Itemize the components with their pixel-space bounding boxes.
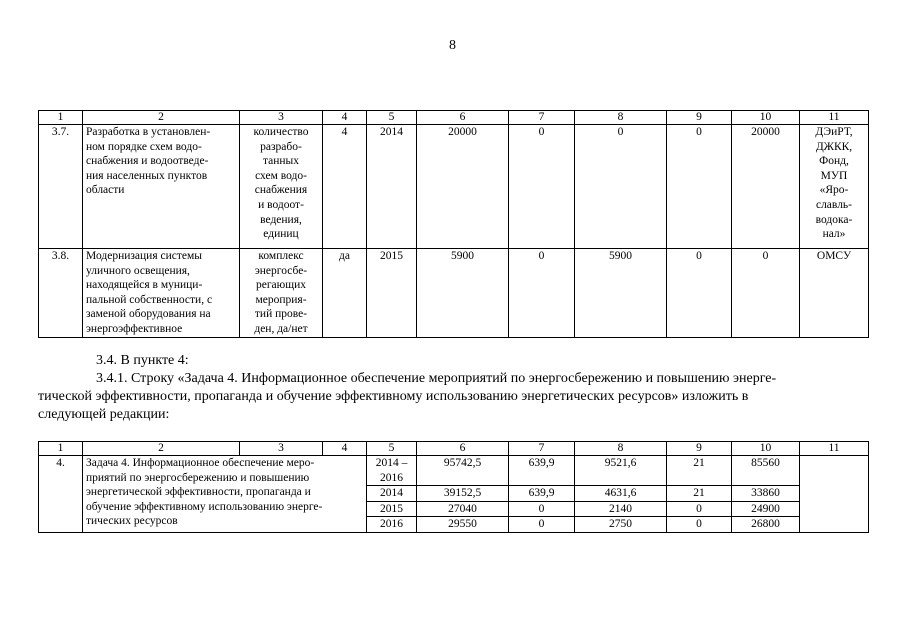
text-line: следующей редакции: <box>38 407 170 422</box>
text-line: МУП <box>820 169 848 182</box>
text-line: регающих <box>255 279 307 292</box>
text-line: области <box>86 184 125 197</box>
paragraph-3-4-1 <box>38 370 844 424</box>
header-cell: 9 <box>667 442 732 456</box>
header-cell: 10 <box>732 111 800 125</box>
paragraph-3-4: 3.4. В пункте 4: <box>96 353 189 368</box>
cell-c8: 0 <box>575 125 667 249</box>
text-line: ден, да/нет <box>254 322 308 335</box>
executor-cell <box>800 249 869 338</box>
header-cell: 8 <box>575 111 667 125</box>
header-cell: 11 <box>800 442 869 456</box>
header-cell: 2 <box>83 442 240 456</box>
cell-total: 27040 <box>417 501 509 517</box>
text-line: комплекс <box>258 250 304 262</box>
table-row <box>39 456 869 486</box>
text-line: 3.4.1. Строку «Задача 4. Информационное обеспечение мероприятий по энергосбережению и повышению энерге- <box>96 371 777 386</box>
cell-c9: 0 <box>667 125 732 249</box>
text-line: пальной собственности, с <box>86 293 213 306</box>
cell-c7: 639,9 <box>509 456 575 486</box>
text-line: энергосбе- <box>254 264 308 277</box>
cell-c4: 4 <box>323 125 367 249</box>
text-line: тий прове- <box>254 308 308 321</box>
cell-year: 2016 <box>367 517 417 533</box>
page-number: 8 <box>449 38 456 53</box>
header-cell: 1 <box>39 111 83 125</box>
header-cell: 2 <box>83 111 240 125</box>
cell-c7: 0 <box>509 249 575 338</box>
text-line: и водоот- <box>258 198 304 211</box>
text-line: Задача 4. Информационное обеспечение меро- <box>86 457 315 469</box>
cell-c8: 2750 <box>575 517 667 533</box>
cell-c7: 639,9 <box>509 486 575 502</box>
executor-cell <box>800 456 869 533</box>
cell-c7: 0 <box>509 125 575 249</box>
cell-c9: 0 <box>667 501 732 517</box>
row-number: 3.7. <box>39 125 83 249</box>
text-line: обучение эффективному использованию энерге- <box>86 500 323 513</box>
table-row <box>39 125 869 249</box>
cell-c9: 0 <box>667 249 732 338</box>
cell-c8: 2140 <box>575 501 667 517</box>
cell-c10: 33860 <box>732 486 800 502</box>
indicator-cell <box>240 249 323 338</box>
cell-total: 5900 <box>417 249 509 338</box>
header-cell: 3 <box>240 111 323 125</box>
text-line: водока- <box>815 213 853 226</box>
cell-c8: 9521,6 <box>575 456 667 486</box>
measure-description <box>83 249 240 338</box>
task-description <box>83 456 367 533</box>
header-cell: 4 <box>323 111 367 125</box>
cell-period <box>367 456 417 486</box>
text-line: схем водо- <box>255 169 307 182</box>
table-row <box>39 249 869 338</box>
text-line: славль- <box>815 198 853 211</box>
row-number: 4. <box>39 456 83 533</box>
text-line: снабжения и водоотведе- <box>86 155 209 168</box>
text-line: 2014 – <box>375 457 408 469</box>
text-line: мероприя- <box>255 293 307 306</box>
text-line: уличного освещения, <box>86 264 190 277</box>
text-line: Модернизация системы <box>86 250 202 262</box>
table-header-row <box>39 442 869 456</box>
cell-total: 29550 <box>417 517 509 533</box>
header-cell: 7 <box>509 442 575 456</box>
text-line: тической эффективности, пропаганда и обучение эффективному использованию энергетических ресурсов» изложить в <box>38 389 749 404</box>
cell-c4: да <box>323 249 367 338</box>
text-line: ния населенных пунктов <box>86 169 208 182</box>
header-cell: 11 <box>800 111 869 125</box>
executor-cell <box>800 125 869 249</box>
header-cell: 10 <box>732 442 800 456</box>
measure-description <box>83 125 240 249</box>
text-line: приятий по энергосбережению и повышению <box>86 471 310 484</box>
cell-c7: 0 <box>509 501 575 517</box>
text-line: энергоэффективное <box>86 322 183 335</box>
text-line: «Яро- <box>819 184 849 197</box>
cell-year: 2015 <box>367 249 417 338</box>
text-line: ном порядке схем водо- <box>86 140 202 153</box>
cell-year: 2015 <box>367 501 417 517</box>
text-line: ДЖКК, <box>815 140 853 153</box>
text-line: ведения, <box>260 213 302 226</box>
cell-c8: 5900 <box>575 249 667 338</box>
header-cell: 6 <box>417 442 509 456</box>
text-line: Фонд, <box>819 155 849 168</box>
text-line: единиц <box>263 228 299 241</box>
text-line: тических ресурсов <box>86 515 178 528</box>
text-line: снабжения <box>254 184 308 197</box>
row-number: 3.8. <box>39 249 83 338</box>
cell-total: 95742,5 <box>417 456 509 486</box>
text-line: заменой оборудования на <box>86 308 211 321</box>
cell-c10: 24900 <box>732 501 800 517</box>
cell-c7: 0 <box>509 517 575 533</box>
cell-c10: 20000 <box>732 125 800 249</box>
cell-total: 39152,5 <box>417 486 509 502</box>
task-4-table <box>38 441 869 533</box>
cell-c10: 0 <box>732 249 800 338</box>
cell-c8: 4631,6 <box>575 486 667 502</box>
text-line: ОМСУ <box>816 250 852 262</box>
indicator-cell <box>240 125 323 249</box>
text-line: ДЭиРТ, <box>815 126 853 138</box>
header-cell: 1 <box>39 442 83 456</box>
header-cell: 5 <box>367 442 417 456</box>
header-cell: 8 <box>575 442 667 456</box>
cell-c9: 21 <box>667 456 732 486</box>
cell-year: 2014 <box>367 125 417 249</box>
measures-table-1 <box>38 110 869 338</box>
cell-year: 2014 <box>367 486 417 502</box>
text-line: нал» <box>822 228 846 241</box>
header-cell: 6 <box>417 111 509 125</box>
header-cell: 9 <box>667 111 732 125</box>
header-cell: 3 <box>240 442 323 456</box>
cell-total: 20000 <box>417 125 509 249</box>
cell-c10: 26800 <box>732 517 800 533</box>
cell-c10: 85560 <box>732 456 800 486</box>
text-line: танных <box>262 155 300 168</box>
header-cell: 4 <box>323 442 367 456</box>
text-line: энергетической эффективности, пропаганда и <box>86 486 311 499</box>
text-line: разрабо- <box>260 140 302 153</box>
text-line: 2016 <box>380 471 403 484</box>
header-cell: 5 <box>367 111 417 125</box>
text-line: находящейся в муници- <box>86 279 203 292</box>
cell-c9: 21 <box>667 486 732 502</box>
text-line: Разработка в установлен- <box>86 126 211 138</box>
cell-c9: 0 <box>667 517 732 533</box>
header-cell: 7 <box>509 111 575 125</box>
text-line: количество <box>253 126 309 138</box>
table-header-row <box>39 111 869 125</box>
